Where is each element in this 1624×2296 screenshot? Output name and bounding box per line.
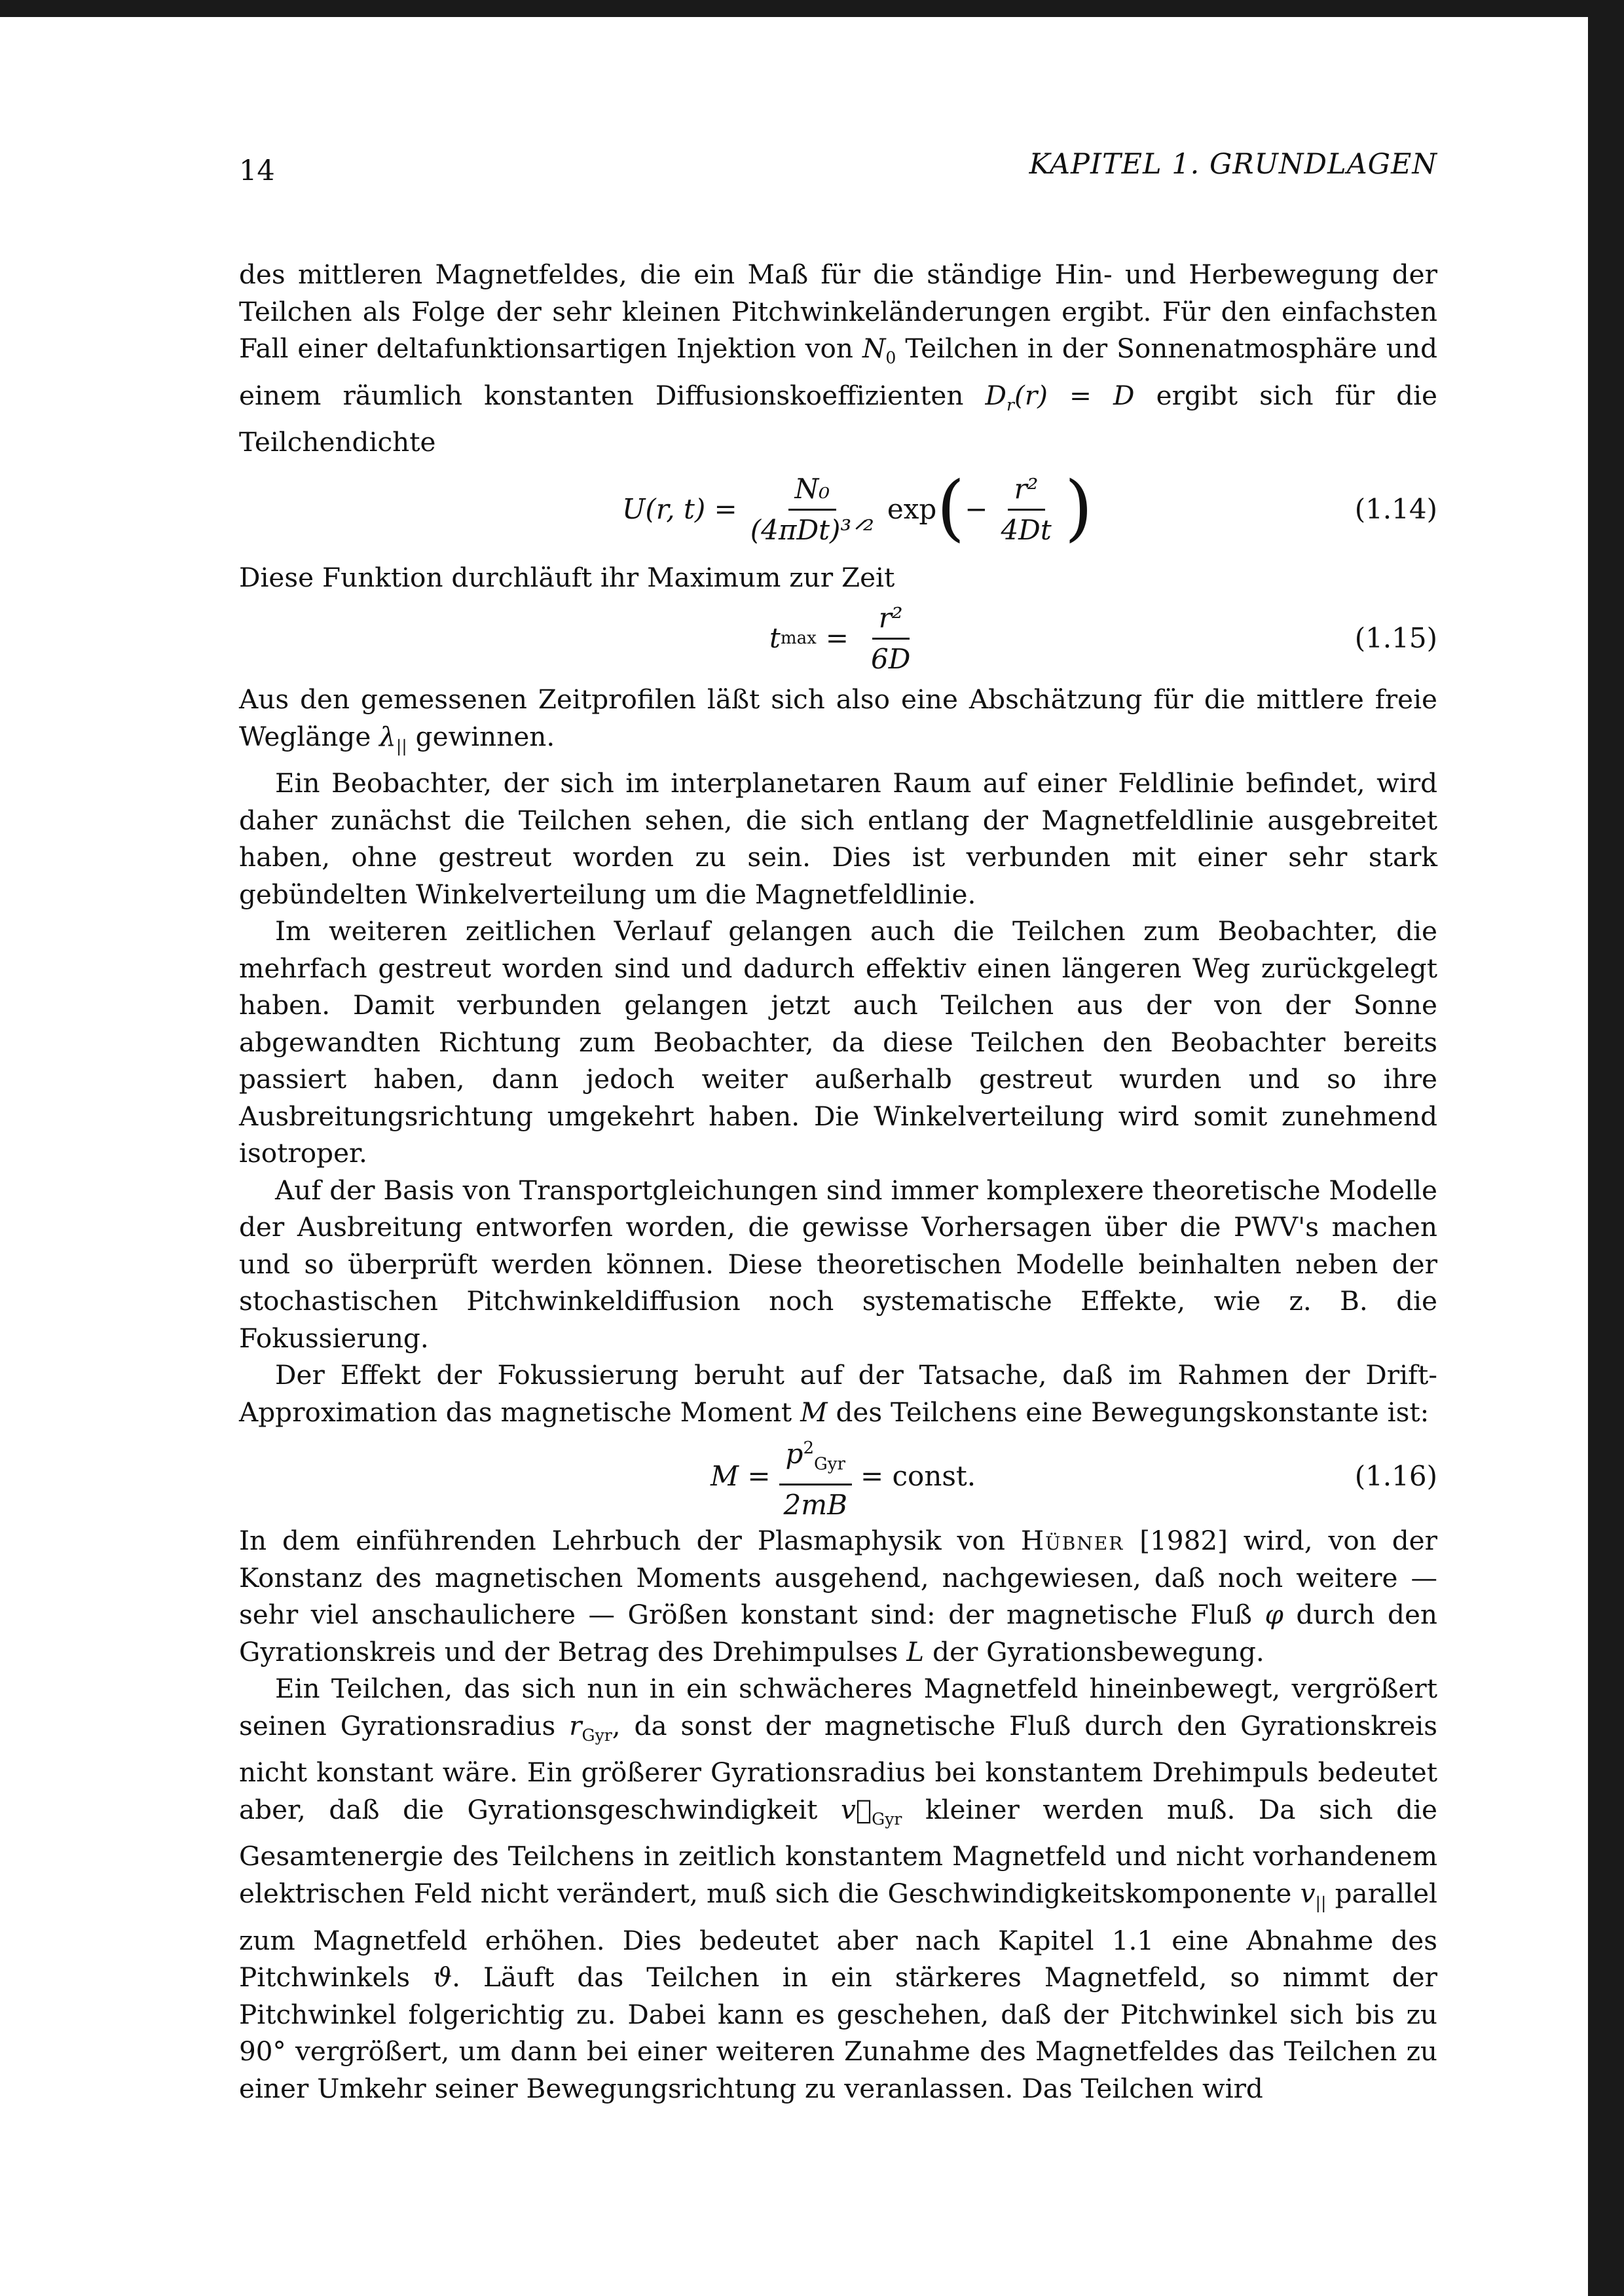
paragraph-1: des mittleren Magnetfeldes, die ein Maß für die ständige Hin- und Herbewegung der Teilchen als Folge der sehr kleinen Pitchwinkeländerungen ergibt. Für den einfachsten Fall einer deltafunktionsartigen Injektion von $N_0$ Teilchen in der Sonnenatmosphäre und einem räumlich konstanten Diffusionskoeffizienten $D_r(r) = D$ ergibt sich für die Teilchendichte — [239, 259, 1438, 458]
paragraph-6: Auf der Basis von Transportgleichungen sind immer komplexere theoretische Modelle der Ausbreitung entworfen worden, die gewisse Vorhersagen über die PWV's machen und so überprüft werden können. Diese theoretischen Modelle beinhalten neben der stochastischen Pitchwinkeldiffusion noch systematische Effekte, wie z. B. die Fokussierung. — [239, 1174, 1437, 1354]
page-number: 14 — [239, 155, 275, 187]
author-citation: Hübner — [1020, 1525, 1124, 1557]
running-title: KAPITEL 1. GRUNDLAGEN — [1029, 148, 1437, 181]
paragraph-8: In dem einführenden Lehrbuch der Plasmaphysik von Hübner [1982] wird, von der Konstanz des magnetischen Moments ausgehend, nachgewiesen, daß noch weitere — sehr viel anschaulichere — Größen konstant sind: der magnetische Fluß φ durch den Gyrationskreis und der Betrag des Drehimpulses L der Gyrationsbewegung. — [239, 1525, 1438, 1667]
paragraph-3: Aus den gemessenen Zeitprofilen läßt sich also eine Abschätzung für die mittlere freie Weglänge $\lambda_{||}$ gewinnen. — [239, 683, 1437, 756]
equation-1-16: M = $\frac{p^2_{Gyr}}{2mB}$ = const. (1.16) — [239, 1430, 1437, 1522]
paragraph-9: Ein Teilchen, das sich nun in ein schwächeres Magnetfeld hineinbewegt, vergrößert seinen Gyrationsradius $r_{Gyr}$, da sonst der magnetische Fluß durch den Gyrationskreis nicht konstant wäre. Ein größerer Gyrationsradius bei konstantem Drehimpuls bedeutet aber, daß die Gyrationsgeschwindigkeit $v⃗_{Gyr}$ kleiner werden muß. Da sich die Gesamtenergie des Teilchens in zeitlich konstantem Magnetfeld und nicht vorhandenem elektrischen Feld nicht verändert, muß sich die Geschwindigkeitskomponente $v_{||}$ parallel zum Magnetfeld erhöhen. Dies bedeutet aber nach Kapitel 1.1 eine Abnahme des Pitchwinkels ϑ. Läuft das Teilchen in ein stärkeres Magnetfeld, so nimmt der Pitchwinkel folgerichtig zu. Dabei kann es geschehen, daß der Pitchwinkel sich bis zu 90° vergrößert, um dann bei einer weiteren Zunahme des Magnetfeldes das Teilchen zu einer Umkehr seiner Bewegungsrichtung zu veranlassen. Das Teilchen wird — [239, 1673, 1437, 2104]
scan-border-right — [1588, 0, 1624, 2296]
equation-number: (1.15) — [1354, 621, 1437, 654]
scan-border-top — [0, 0, 1624, 17]
document-page — [0, 17, 1588, 2296]
equation-1-15: t max = $\frac{\text{r²}}{6D}$ (1.15) — [239, 596, 1437, 681]
equation-1-14: U(r, t) = $\frac{\text{N₀}}{\text{(4πDt)³ᐟ²}}$ exp ( − $\frac{\text{r²}}{4Dt}$ ) (1.14) — [239, 461, 1437, 559]
paragraph-2: Diese Funktion durchläuft ihr Maximum zur Zeit — [239, 561, 895, 593]
page-header — [239, 148, 1437, 194]
paragraph-5: Im weiteren zeitlichen Verlauf gelangen auch die Teilchen zum Beobachter, die mehrfach gestreut worden sind und dadurch effektiv einen längeren Weg zurückgelegt haben. Damit verbunden gelangen jetzt auch Teilchen aus der von der Sonne abgewandten Richtung zum Beobachter, da diese Teilchen den Beobachter bereits passiert haben, dann jedoch weiter außerhalb gestreut wurden und so ihre Ausbreitungsrichtung umgekehrt haben. Die Winkelverteilung wird somit zunehmend isotroper. — [239, 915, 1437, 1169]
paragraph-4: Ein Beobachter, der sich im interplanetaren Raum auf einer Feldlinie befindet, wird daher zunächst die Teilchen sehen, die sich entlang der Magnetfeldlinie ausgebreitet haben, ohne gestreut worden zu sein. Dies ist verbunden mit einer sehr stark gebündelten Winkelverteilung um die Magnetfeldlinie. — [239, 767, 1437, 910]
equation-number: (1.14) — [1354, 493, 1437, 526]
paragraph-7: Der Effekt der Fokussierung beruht auf der Tatsache, daß im Rahmen der Drift-Approximation das magnetische Moment M des Teilchens eine Bewegungskonstante ist: — [239, 1359, 1437, 1428]
equation-number: (1.16) — [1354, 1460, 1437, 1493]
page-body — [239, 256, 1437, 2107]
